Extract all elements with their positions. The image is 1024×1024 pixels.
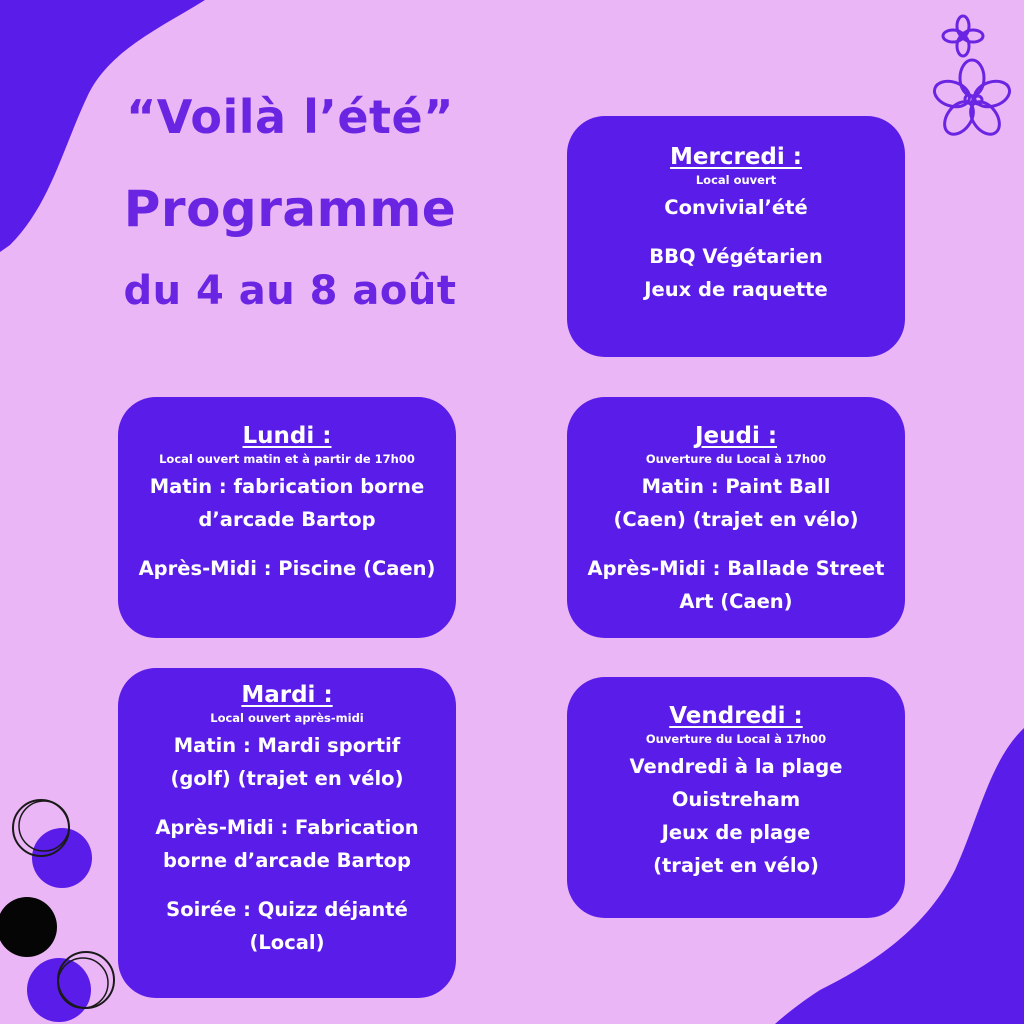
- activity-line: BBQ Végétarien: [649, 245, 823, 268]
- activity-line: (Caen) (trajet en vélo): [613, 508, 859, 531]
- title-programme: Programme: [123, 180, 457, 238]
- title-dates: du 4 au 8 août: [123, 268, 457, 314]
- card-jeudi: [567, 397, 905, 638]
- activity-line: Matin : Paint Ball: [641, 475, 831, 498]
- activity-line: d’arcade Bartop: [198, 508, 376, 531]
- activity-line: (trajet en vélo): [653, 854, 819, 877]
- card-lundi: [118, 397, 456, 638]
- large-flower-icon: [931, 60, 1013, 140]
- activity-line: Matin : Mardi sportif: [173, 734, 401, 757]
- activity-line: (Local): [249, 931, 325, 954]
- day-title-mardi: Mardi :: [241, 682, 333, 708]
- card-mercredi: [567, 116, 905, 357]
- title-quote: “Voilà l’été”: [126, 90, 454, 144]
- day-note-mercredi: Local ouvert: [695, 173, 777, 187]
- day-title-lundi: Lundi :: [242, 423, 332, 449]
- activity-line: Après-Midi : Ballade Street: [587, 557, 885, 580]
- activity-line: Après-Midi : Piscine (Caen): [138, 557, 436, 580]
- activity-line: Jeux de raquette: [644, 278, 828, 301]
- activity-line: Soirée : Quizz déjanté: [166, 898, 408, 921]
- activity-line: Vendredi à la plage: [629, 755, 843, 778]
- day-title-mercredi: Mercredi :: [670, 144, 802, 170]
- filled-purple-circle-icon: [32, 828, 92, 888]
- day-title-jeudi: Jeudi :: [694, 423, 778, 449]
- activity-line: Après-Midi : Fabrication: [155, 816, 419, 839]
- activity-line: Art (Caen): [679, 590, 793, 613]
- card-mardi: [118, 668, 456, 998]
- card-vendredi: [567, 677, 905, 918]
- day-note-jeudi: Ouverture du Local à 17h00: [645, 452, 827, 466]
- black-circle-icon: [0, 897, 57, 957]
- activity-line: Ouistreham: [671, 788, 801, 811]
- activity-line: (golf) (trajet en vélo): [170, 767, 404, 790]
- activity-line: Convivial’été: [664, 196, 808, 219]
- day-title-vendredi: Vendredi :: [669, 703, 803, 729]
- day-note-lundi: Local ouvert matin et à partir de 17h00: [159, 452, 415, 466]
- activity-line: Matin : fabrication borne: [149, 475, 425, 498]
- day-note-vendredi: Ouverture du Local à 17h00: [645, 732, 827, 746]
- activity-line: Jeux de plage: [661, 821, 811, 844]
- small-flower-icon: [943, 16, 983, 56]
- day-note-mardi: Local ouvert après-midi: [210, 711, 364, 725]
- activity-line: borne d’arcade Bartop: [162, 849, 411, 872]
